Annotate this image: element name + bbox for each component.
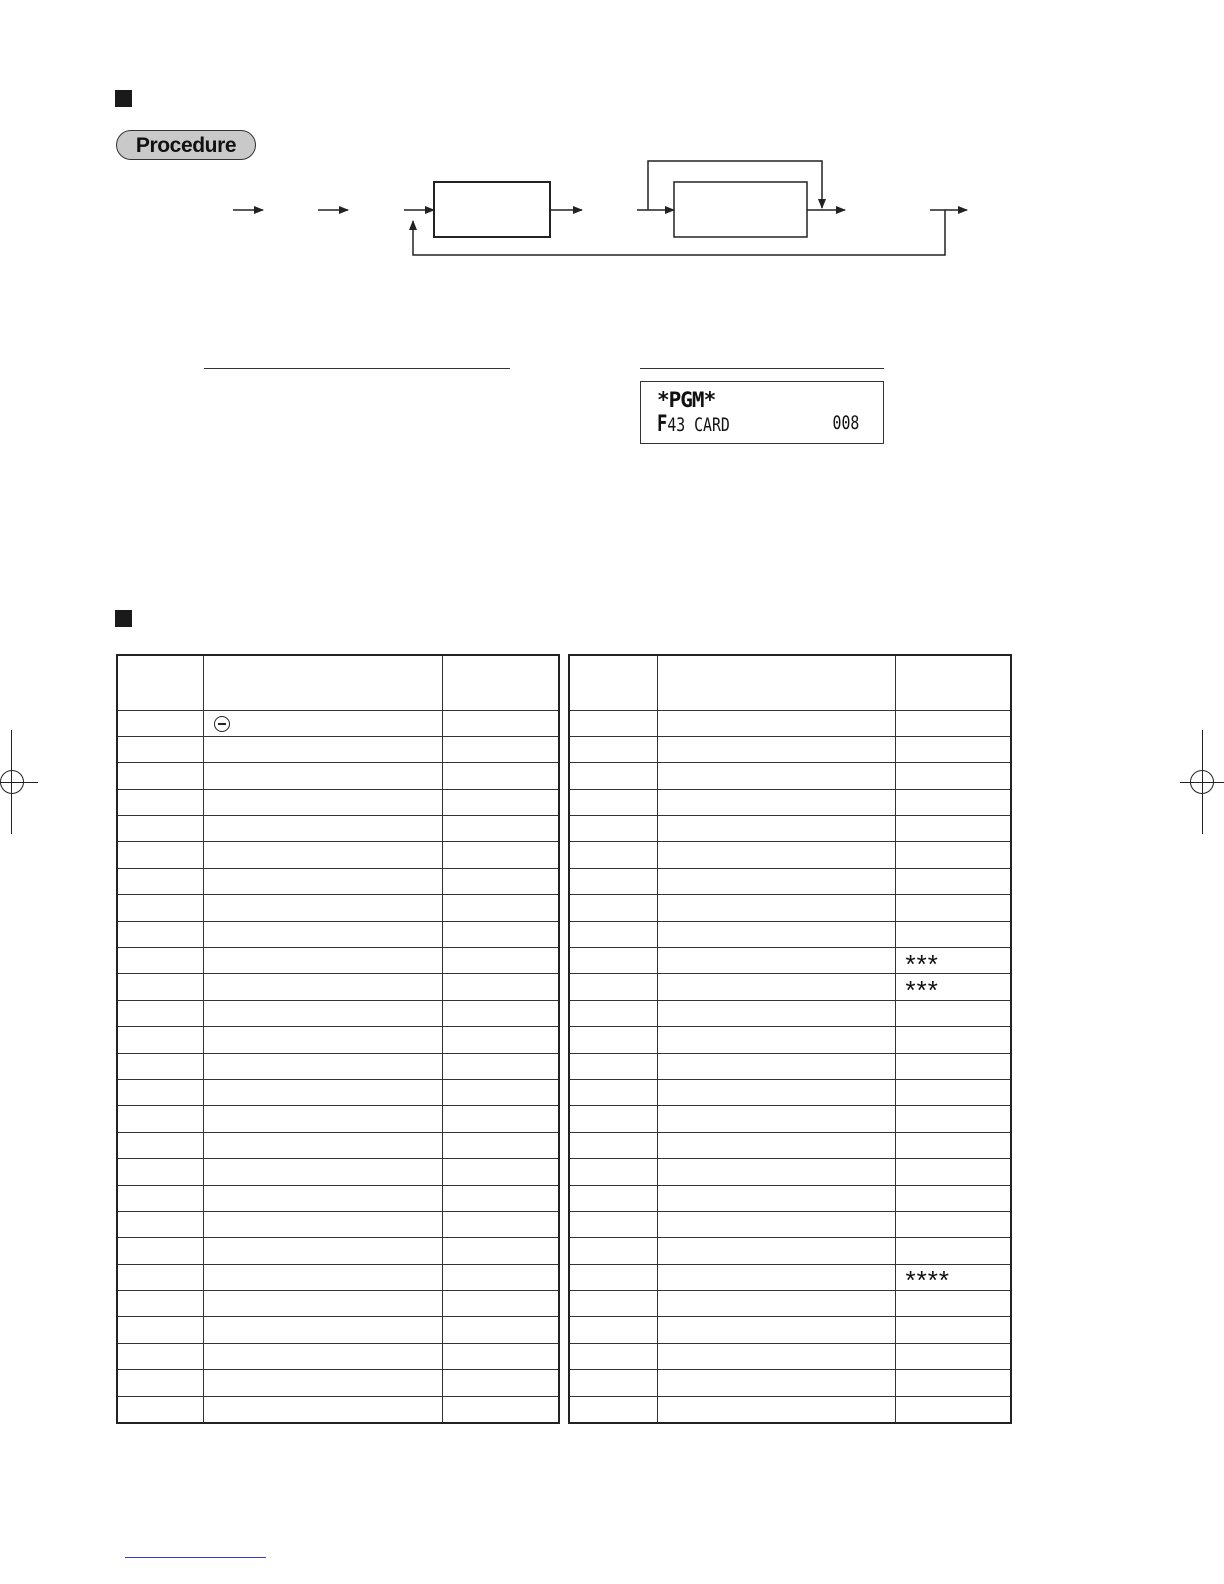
table-cell [203, 1317, 442, 1343]
table-cell [569, 1370, 657, 1396]
table-cell [657, 1211, 895, 1237]
table-cell [203, 974, 442, 1000]
table-cell [569, 789, 657, 815]
table-cell [117, 1291, 203, 1317]
table-cell [657, 1079, 895, 1105]
table-cell [895, 895, 1011, 921]
table-cell [442, 1370, 559, 1396]
table-cell [203, 1264, 442, 1290]
table-cell [203, 1343, 442, 1369]
table-row [569, 1079, 1011, 1105]
table-row [569, 1106, 1011, 1132]
table-cell [657, 736, 895, 762]
table-row [117, 1343, 559, 1369]
table-row [117, 1132, 559, 1158]
table-cell [442, 763, 559, 789]
table-cell [442, 1132, 559, 1158]
table-cell [569, 1343, 657, 1369]
table-cell [442, 868, 559, 894]
registration-mark-left [0, 770, 24, 794]
table-cell [203, 1159, 442, 1185]
table-cell [117, 1238, 203, 1264]
table-cell [657, 763, 895, 789]
table-cell [442, 1396, 559, 1422]
table-cell [203, 868, 442, 894]
table-row [117, 948, 559, 974]
table-cell [117, 736, 203, 762]
table-cell [895, 1132, 1011, 1158]
table-cell [117, 1027, 203, 1053]
table-cell [203, 1106, 442, 1132]
left-table-header-row [117, 655, 559, 710]
table-cell [203, 895, 442, 921]
minus-circle-icon [214, 716, 230, 732]
table-row [569, 1053, 1011, 1079]
table-row [117, 1317, 559, 1343]
table-cell [895, 1106, 1011, 1132]
table-row [569, 1396, 1011, 1422]
table-cell [569, 1396, 657, 1422]
table-cell [203, 763, 442, 789]
display-line-2 [657, 412, 730, 437]
table-cell [442, 1317, 559, 1343]
table-cell [569, 1106, 657, 1132]
left-table [116, 654, 560, 1424]
table-cell [569, 895, 657, 921]
table-cell [569, 948, 657, 974]
table-cell [895, 1159, 1011, 1185]
table-cell [569, 763, 657, 789]
table-cell [657, 1027, 895, 1053]
display-line-2-text: 43 CARD [667, 414, 730, 436]
table-cell [657, 1343, 895, 1369]
display-line-2-right: 008 [832, 412, 859, 434]
table-cell [117, 1370, 203, 1396]
table-cell [895, 789, 1011, 815]
table-cell [203, 710, 442, 736]
table-row [569, 1132, 1011, 1158]
table-cell [569, 842, 657, 868]
table-cell [117, 1264, 203, 1290]
table-cell [203, 1291, 442, 1317]
table-cell [203, 789, 442, 815]
table-cell [569, 1291, 657, 1317]
table-cell [117, 1106, 203, 1132]
table-cell [657, 789, 895, 815]
table-cell [569, 1132, 657, 1158]
table-cell [569, 710, 657, 736]
table-cell [657, 1238, 895, 1264]
table-cell [657, 1185, 895, 1211]
table-row [117, 1027, 559, 1053]
table-cell [569, 1185, 657, 1211]
procedure-flow-diagram [0, 0, 1224, 300]
table-cell [442, 842, 559, 868]
table-row [117, 1185, 559, 1211]
table-cell [895, 1027, 1011, 1053]
asterisk-mark: *** [905, 975, 939, 1006]
table-cell [442, 1106, 559, 1132]
table-cell [203, 1132, 442, 1158]
table-row [117, 842, 559, 868]
table-cell [203, 1000, 442, 1026]
table-cell [657, 1264, 895, 1290]
table-cell [117, 1317, 203, 1343]
table-cell [569, 868, 657, 894]
table-cell [117, 1211, 203, 1237]
table-cell [442, 736, 559, 762]
table-cell [203, 1370, 442, 1396]
page-footer-rule [125, 1557, 266, 1558]
right-table-header-cell [569, 655, 657, 710]
table-cell [442, 1159, 559, 1185]
table-cell [442, 1291, 559, 1317]
table-cell [895, 1370, 1011, 1396]
display-line-1: *PGM* [657, 388, 716, 412]
table-cell [117, 1132, 203, 1158]
table-cell [657, 1291, 895, 1317]
section-marker [115, 610, 132, 627]
table-row [117, 1291, 559, 1317]
table-cell [203, 921, 442, 947]
table-cell [203, 1396, 442, 1422]
table-cell [657, 1370, 895, 1396]
table-cell [569, 1317, 657, 1343]
table-row [569, 1343, 1011, 1369]
print-sample-rule [204, 368, 510, 369]
right-table-header-cell [895, 655, 1011, 710]
table-cell [657, 974, 895, 1000]
table-cell [657, 921, 895, 947]
table-cell [895, 1211, 1011, 1237]
table-row [569, 974, 1011, 1000]
right-table-header-row [569, 655, 1011, 710]
table-cell [203, 1079, 442, 1105]
table-cell [442, 1000, 559, 1026]
table-cell [657, 1106, 895, 1132]
table-row [117, 1211, 559, 1237]
table-cell [657, 1159, 895, 1185]
flow-box-2 [674, 182, 807, 237]
table-cell [657, 710, 895, 736]
table-cell [569, 1211, 657, 1237]
table-row [117, 1000, 559, 1026]
table-cell [895, 763, 1011, 789]
table-cell [117, 1159, 203, 1185]
table-row [569, 1264, 1011, 1290]
table-row [569, 1211, 1011, 1237]
table-row [117, 1370, 559, 1396]
table-row [117, 736, 559, 762]
table-cell [569, 1027, 657, 1053]
table-cell [203, 736, 442, 762]
table-row [117, 868, 559, 894]
table-cell [895, 1185, 1011, 1211]
table-cell [895, 921, 1011, 947]
flow-loop-bottom [413, 210, 945, 255]
table-cell [203, 1185, 442, 1211]
table-cell [895, 1053, 1011, 1079]
table-row [569, 1185, 1011, 1211]
table-cell [895, 948, 1011, 979]
table-cell [442, 1185, 559, 1211]
table-row [117, 1396, 559, 1422]
display-window [640, 381, 884, 444]
display-f-prefix: F [657, 412, 668, 437]
table-cell [117, 816, 203, 842]
table-cell [657, 816, 895, 842]
left-table-header-cell [117, 655, 203, 710]
table-row [117, 1106, 559, 1132]
table-cell [442, 1027, 559, 1053]
display-rule [640, 368, 884, 369]
table-cell [569, 1000, 657, 1026]
table-cell [442, 1264, 559, 1290]
table-row [569, 789, 1011, 815]
table-cell [569, 1264, 657, 1290]
table-cell [569, 921, 657, 947]
table-row [569, 1317, 1011, 1343]
table-cell [569, 1079, 657, 1105]
table-cell [117, 1053, 203, 1079]
table-cell [203, 948, 442, 974]
table-cell [895, 710, 1011, 736]
table-cell [117, 868, 203, 894]
table-cell [569, 1238, 657, 1264]
table-row [569, 842, 1011, 868]
table-cell [442, 1211, 559, 1237]
table-cell [895, 1079, 1011, 1105]
registration-mark-right [1190, 770, 1214, 794]
table-cell [442, 1079, 559, 1105]
table-cell [657, 1000, 895, 1026]
table-row [569, 736, 1011, 762]
table-cell [895, 816, 1011, 842]
table-row [569, 1238, 1011, 1264]
table-cell [657, 1396, 895, 1422]
table-cell [657, 1317, 895, 1343]
table-cell [442, 921, 559, 947]
table-cell [117, 895, 203, 921]
table-row [569, 763, 1011, 789]
table-cell [895, 842, 1011, 868]
table-cell [117, 948, 203, 974]
table-row [117, 1053, 559, 1079]
table-cell [117, 1396, 203, 1422]
table-cell [895, 974, 1011, 1006]
table-row [569, 710, 1011, 736]
table-cell [117, 1000, 203, 1026]
table-cell [657, 895, 895, 921]
table-cell [203, 842, 442, 868]
flow-box-1 [434, 182, 550, 237]
table-cell [895, 868, 1011, 894]
table-cell [657, 1053, 895, 1079]
table-cell [569, 1053, 657, 1079]
table-cell [203, 1027, 442, 1053]
table-row [569, 1159, 1011, 1185]
table-row [117, 710, 559, 736]
table-cell [569, 816, 657, 842]
left-table-header-cell [442, 655, 559, 710]
asterisk-mark: *** [905, 948, 939, 979]
table-cell [442, 1343, 559, 1369]
table-row [569, 868, 1011, 894]
right-table [568, 654, 1012, 1424]
table-cell [442, 895, 559, 921]
table-row [117, 1079, 559, 1105]
table-cell [117, 710, 203, 736]
table-cell [569, 736, 657, 762]
table-row [117, 763, 559, 789]
table-row [569, 1027, 1011, 1053]
table-cell [895, 1317, 1011, 1343]
table-cell [442, 1238, 559, 1264]
table-cell [117, 1185, 203, 1211]
table-cell [203, 1211, 442, 1237]
table-cell [442, 816, 559, 842]
table-cell [895, 1396, 1011, 1422]
table-cell [569, 974, 657, 1000]
table-cell [117, 789, 203, 815]
table-cell [657, 1132, 895, 1158]
table-row [117, 1238, 559, 1264]
table-row [569, 948, 1011, 974]
table-cell [117, 763, 203, 789]
table-row [569, 816, 1011, 842]
table-cell [117, 974, 203, 1000]
table-cell [442, 1053, 559, 1079]
table-cell [895, 1238, 1011, 1264]
table-cell [895, 1343, 1011, 1369]
table-row [117, 921, 559, 947]
table-cell [203, 1053, 442, 1079]
table-cell [117, 1079, 203, 1105]
table-cell [569, 1159, 657, 1185]
table-cell [203, 1238, 442, 1264]
table-cell [895, 736, 1011, 762]
asterisk-mark: **** [905, 1265, 950, 1296]
table-cell [117, 842, 203, 868]
table-row [569, 895, 1011, 921]
table-row [117, 789, 559, 815]
table-cell [117, 921, 203, 947]
table-row [569, 1370, 1011, 1396]
table-row [117, 1264, 559, 1290]
table-row [117, 816, 559, 842]
table-cell [657, 948, 895, 974]
table-cell [657, 868, 895, 894]
table-cell [442, 948, 559, 974]
right-table-header-cell [657, 655, 895, 710]
table-row [117, 1159, 559, 1185]
table-row [117, 895, 559, 921]
left-table-header-cell [203, 655, 442, 710]
table-cell [442, 789, 559, 815]
table-row [569, 921, 1011, 947]
table-cell [442, 974, 559, 1000]
table-cell [203, 816, 442, 842]
table-row [117, 974, 559, 1000]
table-cell [895, 1264, 1011, 1296]
table-cell [442, 710, 559, 736]
table-cell [117, 1343, 203, 1369]
table-cell [657, 842, 895, 868]
table-row [569, 1000, 1011, 1026]
procedure-label: Procedure [116, 130, 256, 160]
